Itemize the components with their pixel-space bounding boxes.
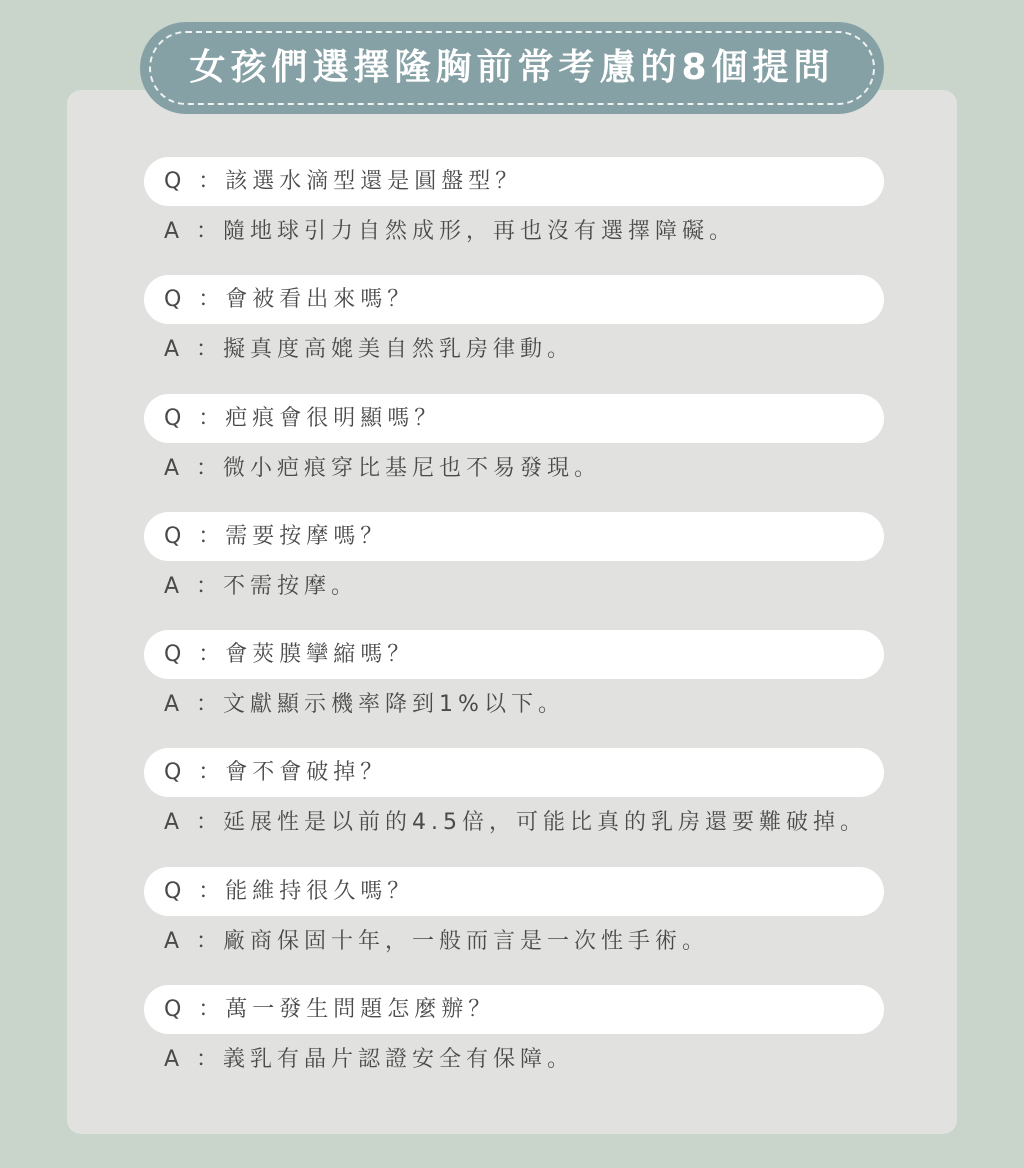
qa-item xyxy=(144,985,884,1103)
qa-item xyxy=(144,748,884,866)
question-pill xyxy=(144,512,884,561)
page-title: 女孩們選擇隆胸前常考慮的8個提問 xyxy=(189,47,835,88)
question-pill xyxy=(144,748,884,797)
question-text: Q ：該選水滴型還是圓盤型？ xyxy=(164,169,523,194)
question-pill xyxy=(144,394,884,443)
question-pill xyxy=(144,157,884,206)
question-text: Q ：會被看出來嗎？ xyxy=(164,287,415,313)
answer-text: A ：延展性是以前的4.5倍，可能比真的乳房還要難破掉。 xyxy=(164,810,868,836)
question-pill xyxy=(144,630,884,679)
question-text: Q ：能維持很久嗎？ xyxy=(164,878,415,904)
answer-text: A ：文獻顯示機率降到1%以下。 xyxy=(164,692,565,718)
answer-text: A ：不需按摩。 xyxy=(164,573,359,599)
question-text: Q ：會不會破掉？ xyxy=(164,760,388,786)
qa-item xyxy=(144,275,884,393)
qa-list xyxy=(144,157,884,1103)
qa-item xyxy=(144,867,884,985)
qa-item xyxy=(144,630,884,748)
question-pill xyxy=(144,985,884,1034)
answer-text: A ：隨地球引力自然成形，再也沒有選擇障礙。 xyxy=(164,219,737,244)
answer-text: A ：義乳有晶片認證安全有保障。 xyxy=(164,1047,575,1073)
question-pill xyxy=(144,275,884,324)
question-text: Q ：疤痕會很明顯嗎？ xyxy=(164,405,442,431)
question-text: Q ：萬一發生問題怎麼辦？ xyxy=(164,997,496,1023)
answer-text: A ：擬真度高媲美自然乳房律動。 xyxy=(164,337,575,363)
question-text: Q ：需要按摩嗎？ xyxy=(164,523,388,549)
qa-item xyxy=(144,394,884,512)
answer-text: A ：廠商保固十年，一般而言是一次性手術。 xyxy=(164,928,710,954)
question-pill xyxy=(144,867,884,916)
qa-item xyxy=(144,157,884,275)
qa-item xyxy=(144,512,884,630)
title-banner xyxy=(140,22,884,114)
question-text: Q ：會莢膜攣縮嗎？ xyxy=(164,642,415,668)
answer-text: A ：微小疤痕穿比基尼也不易發現。 xyxy=(164,455,602,481)
